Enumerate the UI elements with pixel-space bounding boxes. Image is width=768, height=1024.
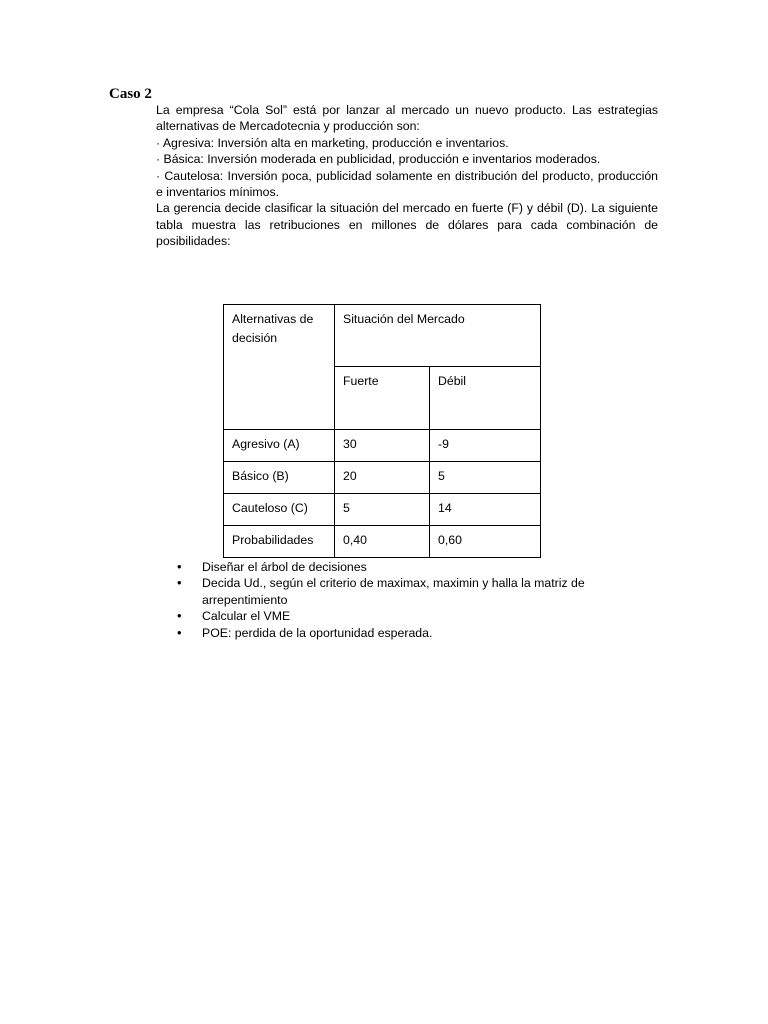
value-weak: -9 [430, 430, 541, 462]
list-item: • Calcular el VME [177, 608, 617, 624]
intro-paragraph: La empresa “Cola Sol” está por lanzar al mercado un nuevo producto. Las estrategias alternativas de Mercadotecnia y producción son: [156, 103, 658, 134]
value-strong: 0,40 [335, 526, 430, 558]
value-strong: 5 [335, 494, 430, 526]
strategy-cautious: · Cautelosa: Inversión poca, publicidad solamente en distribución del producto, producción e inventarios mínimos. [156, 168, 658, 200]
table-row [224, 526, 541, 558]
header-strong: Fuerte [335, 367, 430, 430]
row-label: Probabilidades [224, 526, 335, 558]
table-row [224, 462, 541, 494]
header-alternatives: Alternativas de decisión [224, 305, 335, 430]
value-strong: 30 [335, 430, 430, 462]
list-item: • Decida Ud., según el criterio de maximax, maximin y halla la matriz de arrepentimiento [177, 575, 617, 608]
row-label: Básico (B) [224, 462, 335, 494]
value-weak: 0,60 [430, 526, 541, 558]
description-paragraph: La gerencia decide clasificar la situación del mercado en fuerte (F) y débil (D). La siguiente tabla muestra las retribuciones en millones de dólares para cada combinación de posibilidades: [156, 201, 658, 249]
header-market-situation: Situación del Mercado [335, 305, 541, 367]
row-label: Cauteloso (C) [224, 494, 335, 526]
task-list [177, 559, 617, 641]
value-strong: 20 [335, 462, 430, 494]
row-label: Agresivo (A) [224, 430, 335, 462]
header-weak: Débil [430, 367, 541, 430]
table-row [224, 494, 541, 526]
list-item: • POE: perdida de la oportunidad esperada. [177, 625, 617, 641]
strategy-basic: · Básica: Inversión moderada en publicidad, producción e inventarios moderados. [156, 152, 601, 167]
value-weak: 5 [430, 462, 541, 494]
list-item: • Diseñar el árbol de decisiones [177, 559, 617, 575]
value-weak: 14 [430, 494, 541, 526]
case-body [156, 102, 658, 250]
table-row [224, 430, 541, 462]
case-title: Caso 2 [109, 86, 152, 102]
payoff-table [223, 304, 541, 558]
strategy-aggressive: · Agresiva: Inversión alta en marketing, producción e inventarios. [156, 135, 509, 150]
